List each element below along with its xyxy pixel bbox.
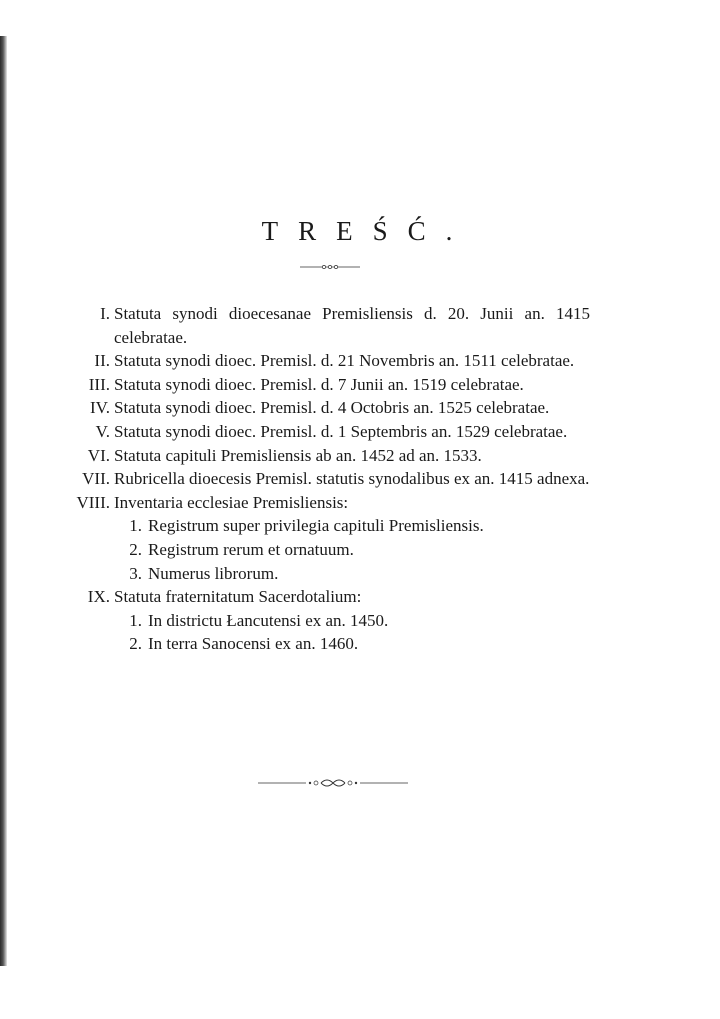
toc-subentry bbox=[60, 538, 590, 562]
entry-number: III. bbox=[88, 374, 110, 394]
subentry-text: Registrum rerum et ornatuum. bbox=[148, 539, 354, 559]
toc-entry-4 bbox=[60, 396, 590, 420]
entry-number: V. bbox=[95, 421, 110, 441]
toc-entry-9 bbox=[60, 585, 590, 609]
entry-number: VIII. bbox=[76, 492, 110, 512]
subentry-text: Registrum super privilegia capituli Premisliensis. bbox=[148, 516, 484, 536]
toc-entry-8 bbox=[60, 491, 590, 515]
entry-text: Statuta synodi dioecesanae Premisliensis d. 20. Junii an. 1415 celebratae. bbox=[114, 304, 590, 347]
toc-subentry bbox=[60, 632, 590, 656]
toc-subentry bbox=[60, 514, 590, 538]
subentry-number: 3. bbox=[129, 563, 142, 583]
page-title: TREŚĆ. bbox=[261, 216, 473, 246]
entry-text: Statuta capituli Premisliensis ab an. 1452 ad an. 1533. bbox=[114, 445, 482, 465]
toc-entry-3 bbox=[60, 373, 590, 397]
entry-number: I. bbox=[100, 304, 110, 323]
page-binding-edge bbox=[0, 36, 7, 966]
entry-text: Statuta synodi dioec. Premisl. d. 21 Novembris an. 1511 celebratae. bbox=[114, 351, 575, 371]
toc-entry-5 bbox=[60, 420, 590, 444]
subentry-number: 1. bbox=[129, 516, 142, 536]
end-ornament-icon bbox=[258, 776, 408, 790]
subentry-text: In terra Sanocensi ex an. 1460. bbox=[148, 634, 359, 654]
entry-number: IX. bbox=[87, 587, 110, 607]
entry-number: IV. bbox=[90, 398, 110, 418]
entry-number: VII. bbox=[82, 469, 110, 489]
entry-text: Rubricella dioecesis Premisl. statutis synodalibus ex an. 1415 adnexa. bbox=[114, 469, 590, 489]
entry-text: Statuta synodi dioec. Premisl. d. 1 Septembris an. 1529 celebratae. bbox=[114, 421, 568, 441]
table-of-contents bbox=[60, 302, 590, 656]
subentry-number: 2. bbox=[129, 634, 142, 654]
entry-text: Statuta synodi dioec. Premisl. d. 7 Junii an. 1519 celebratae. bbox=[114, 374, 524, 394]
entry-text: Statuta fraternitatum Sacerdotalium: bbox=[114, 587, 362, 607]
entry-text: Statuta synodi dioec. Premisl. d. 4 Octobris an. 1525 celebratae. bbox=[114, 398, 550, 418]
entry-text: Inventaria ecclesiae Premisliensis: bbox=[114, 492, 349, 512]
subentry-number: 2. bbox=[129, 539, 142, 559]
toc-entry-6 bbox=[60, 444, 590, 468]
toc-entry-7 bbox=[60, 467, 590, 491]
toc-subentry bbox=[60, 562, 590, 586]
toc-entry-2 bbox=[60, 349, 590, 373]
toc-subentry bbox=[60, 609, 590, 633]
entry-number: II. bbox=[94, 351, 110, 371]
title-ornament-icon bbox=[300, 262, 360, 272]
subentry-number: 1. bbox=[129, 610, 142, 630]
subentry-text: In districtu Łancutensi ex an. 1450. bbox=[148, 610, 389, 630]
entry-number: VI. bbox=[87, 445, 110, 465]
toc-entry-1 bbox=[60, 302, 590, 349]
subentry-text: Numerus librorum. bbox=[148, 563, 279, 583]
